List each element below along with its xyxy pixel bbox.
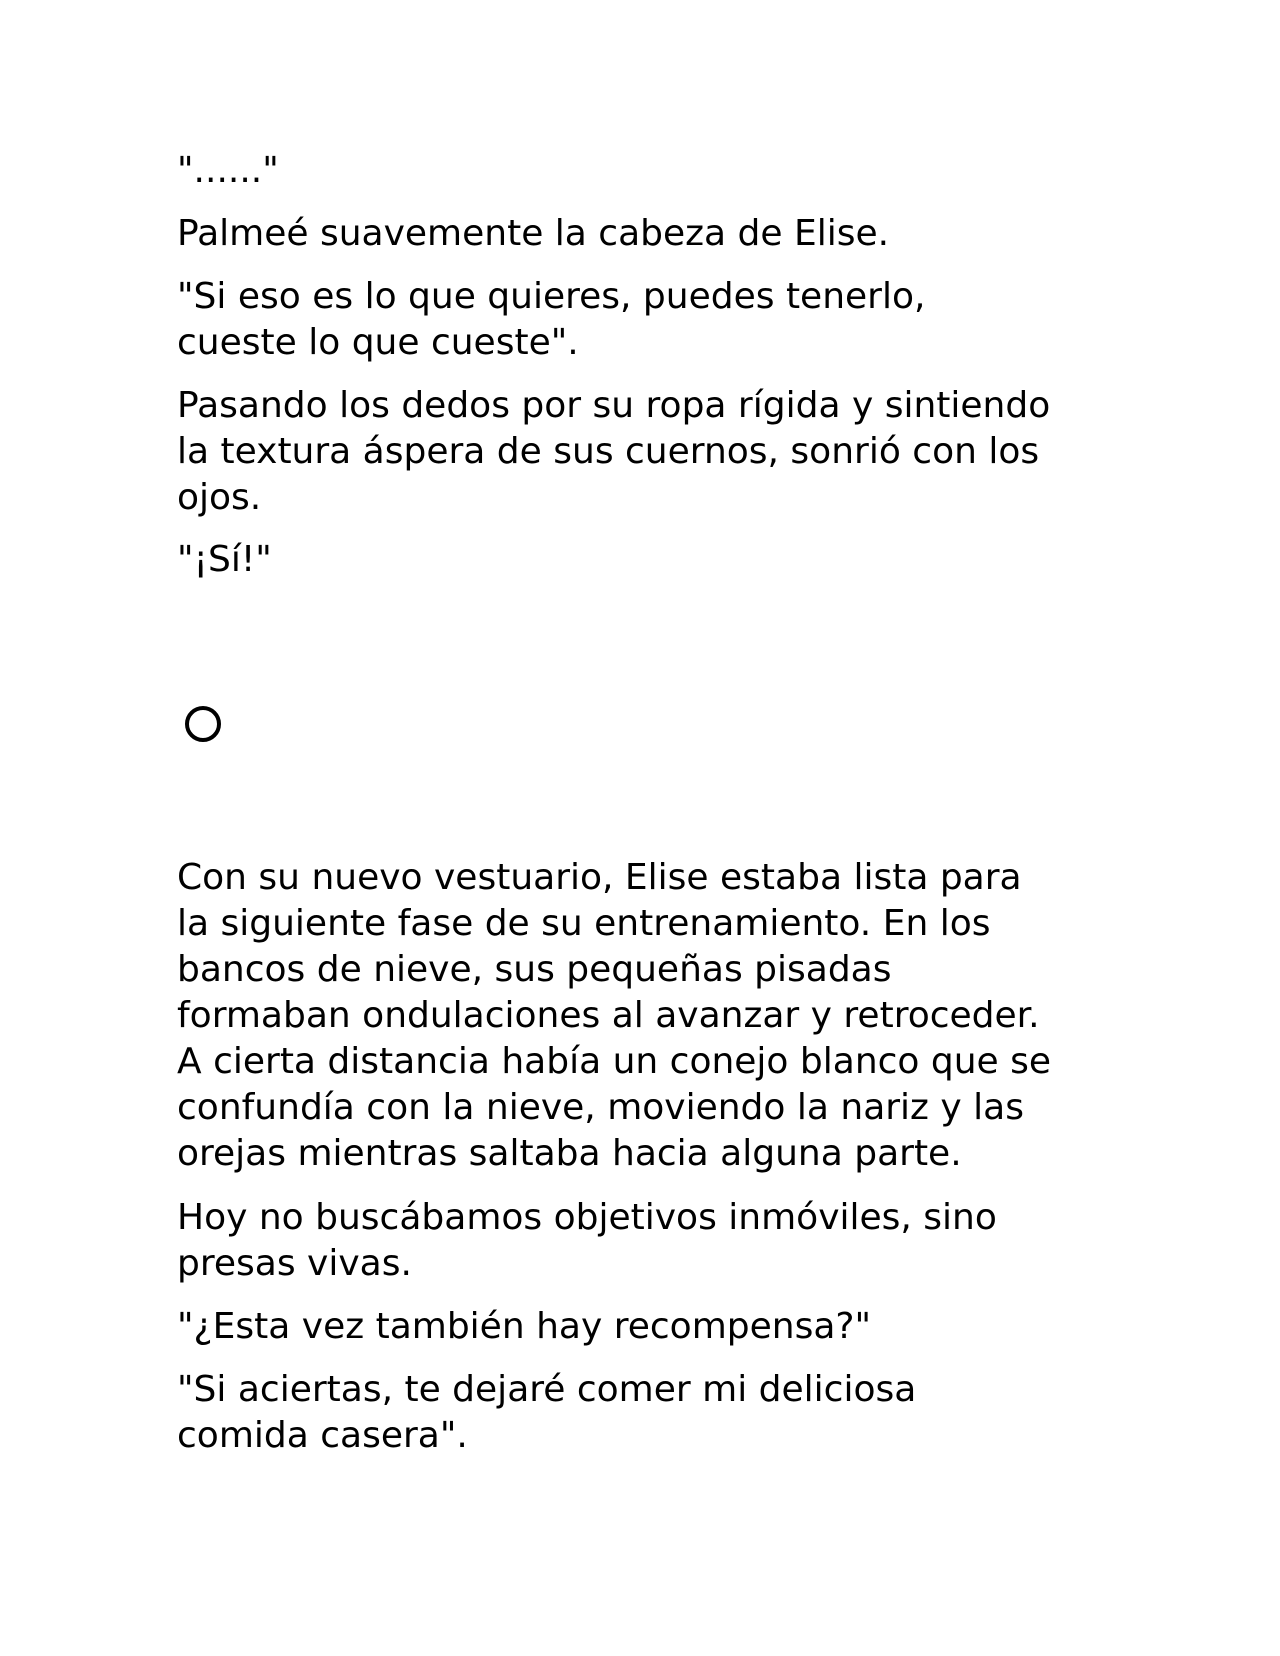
paragraph-ellipsis: "......": [177, 150, 279, 191]
circle-divider-icon: [185, 706, 221, 742]
paragraph-homemade-food: "Si aciertas, te dejaré comer mi deliciosa comida casera".: [177, 1369, 917, 1456]
paragraph-if-you-want: "Si eso es lo que quieres, puedes tenerlo, cueste lo que cueste".: [177, 276, 926, 363]
paragraph-yes: "¡Sí!": [177, 539, 272, 580]
paragraph-reward-question: "¿Esta vez también hay recompensa?": [177, 1306, 872, 1347]
paragraph-fingers-clothes: Pasando los dedos por su ropa rígida y sintiendo la textura áspera de sus cuernos, sonrió con los ojos.: [177, 385, 1051, 518]
paragraph-live-prey: Hoy no buscábamos objetivos inmóviles, sino presas vivas.: [177, 1197, 997, 1284]
paragraph-pat-head: Palmeé suavemente la cabeza de Elise.: [177, 213, 890, 254]
paragraph-new-outfit: Con su nuevo vestuario, Elise estaba lista para la siguiente fase de su entrenamiento. En los bancos de nieve, sus pequeñas pisadas formaban ondulaciones al avanzar y retroceder. A cierta distancia había un conejo blanco que se confundía con la nieve, moviendo la nariz y las orejas mientras saltaba hacia alguna parte.: [177, 857, 1052, 1174]
